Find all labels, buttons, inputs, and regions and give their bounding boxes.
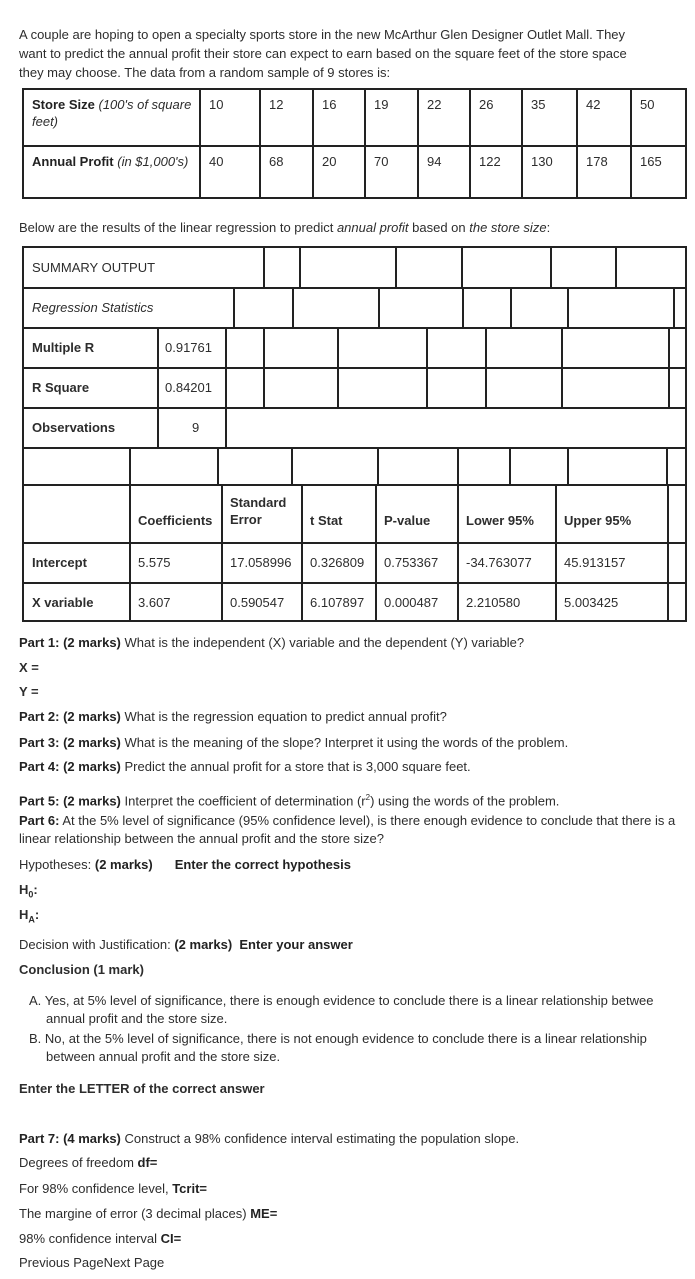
observations-label: Observations bbox=[32, 420, 116, 435]
table-cell: 2.210580 bbox=[466, 595, 521, 610]
multiple-r-value: 0.91761 bbox=[165, 340, 212, 355]
summary-output-title: SUMMARY OUTPUT bbox=[32, 260, 156, 275]
regression-intro: Below are the results of the linear regression to predict annual profit based on the store size: bbox=[19, 220, 551, 235]
part3: Part 3: (2 marks) What is the meaning of the slope? Interpret it using the words of the problem. bbox=[19, 735, 569, 750]
row-label: X variable bbox=[32, 595, 94, 610]
r-square-label: R Square bbox=[32, 380, 90, 395]
data-cell: 35 bbox=[521, 90, 576, 145]
part2: Part 2: (2 marks) What is the regression equation to predict annual profit? bbox=[19, 709, 447, 724]
table-cell: 45.913157 bbox=[564, 555, 626, 570]
ci-label: 98% confidence interval CI= bbox=[19, 1231, 182, 1246]
data-cell: 22 bbox=[417, 90, 469, 145]
enter-letter-label: Enter the LETTER of the correct answer bbox=[19, 1081, 265, 1096]
table-cell: 0.590547 bbox=[230, 595, 285, 610]
df-label: Degrees of freedom df= bbox=[19, 1155, 158, 1170]
part1: Part 1: (2 marks) What is the independent (X) variable and the dependent (Y) variable? bbox=[19, 635, 525, 650]
table-cell: -34.763077 bbox=[466, 555, 532, 570]
column-header: Standard Error bbox=[230, 495, 287, 527]
data-cell: 50 bbox=[630, 90, 687, 145]
row-label: Intercept bbox=[32, 555, 87, 570]
column-header: Lower 95% bbox=[466, 513, 534, 528]
data-cell: 68 bbox=[259, 147, 312, 199]
r-square-value: 0.84201 bbox=[165, 380, 212, 395]
part5: Part 5: (2 marks) Interpret the coefficient of determination $(r^2)$ using the words of the problem. bbox=[19, 793, 560, 809]
next-page-link[interactable]: Next Page bbox=[103, 1255, 165, 1270]
table-cell: 3.607 bbox=[138, 595, 171, 610]
table-cell: 0.753367 bbox=[384, 555, 439, 570]
y-answer-label: Y = bbox=[19, 684, 39, 699]
annual-profit-label: Annual Profit (in $1,000's) bbox=[32, 154, 189, 169]
column-header: t Stat bbox=[310, 513, 343, 528]
page-nav bbox=[19, 1254, 164, 1272]
ha-label: $H_A$: bbox=[19, 907, 40, 925]
h0-label: $H_0$: bbox=[19, 882, 38, 900]
intro-line: A couple are hoping to open a specialty sports store in the new McArthur Glen Designer Outlet Mall. They bbox=[19, 27, 626, 42]
data-cell: 178 bbox=[576, 147, 630, 199]
table-cell: 17.058996 bbox=[230, 555, 292, 570]
data-cell: 26 bbox=[469, 90, 521, 145]
hypotheses-label: Hypotheses: (2 marks) Enter the correct hypothesis bbox=[19, 857, 351, 872]
data-cell: 165 bbox=[630, 147, 687, 199]
intro-line: they may choose. The data from a random sample of 9 stores is: bbox=[19, 65, 391, 80]
data-cell: 130 bbox=[521, 147, 576, 199]
data-cell: 70 bbox=[364, 147, 417, 199]
data-cell: 20 bbox=[312, 147, 364, 199]
data-table bbox=[22, 88, 687, 199]
column-header: P-value bbox=[384, 513, 431, 528]
x-answer-label: X = bbox=[19, 660, 39, 675]
data-cell: 94 bbox=[417, 147, 469, 199]
regression-statistics-label: Regression Statistics bbox=[32, 300, 154, 315]
regression-summary-table bbox=[22, 246, 687, 622]
data-cell: 19 bbox=[364, 90, 417, 145]
me-label: The margine of error (3 decimal places) ME= bbox=[19, 1206, 278, 1221]
column-header: Upper 95% bbox=[564, 513, 632, 528]
store-size-label: Store Size (100's of square feet) bbox=[32, 97, 192, 129]
data-cell: 42 bbox=[576, 90, 630, 145]
observations-value: 9 bbox=[192, 420, 200, 435]
decision-label: Decision with Justification: (2 marks) Enter your answer bbox=[19, 937, 353, 952]
data-cell: 12 bbox=[259, 90, 312, 145]
table-cell: 0.326809 bbox=[310, 555, 365, 570]
data-cell: 40 bbox=[199, 147, 259, 199]
column-header: Coefficients bbox=[138, 513, 213, 528]
conclusion-label: Conclusion (1 mark) bbox=[19, 962, 144, 977]
part7: Part 7: (4 marks) Construct a 98% confidence interval estimating the population slope. bbox=[19, 1131, 520, 1146]
intro-line: want to predict the annual profit their store can expect to earn based on the square feet of the store space bbox=[19, 46, 627, 61]
table-cell: 5.003425 bbox=[564, 595, 619, 610]
multiple-r-label: Multiple R bbox=[32, 340, 95, 355]
table-cell: 0.000487 bbox=[384, 595, 439, 610]
part6: Part 6: At the 5% level of significance (95% confidence level), is there enough evidence to conclude that there is a linear relationship between the annual profit and the store size? bbox=[19, 813, 676, 846]
tcrit-label: For 98% confidence level, Tcrit= bbox=[19, 1181, 208, 1196]
previous-page-link[interactable]: Previous Page bbox=[19, 1255, 104, 1270]
table-cell: 6.107897 bbox=[310, 595, 365, 610]
table-cell: 5.575 bbox=[138, 555, 171, 570]
data-cell: 122 bbox=[469, 147, 521, 199]
part4: Part 4: (2 marks) Predict the annual profit for a store that is 3,000 square feet. bbox=[19, 759, 471, 774]
data-cell: 10 bbox=[199, 90, 259, 145]
data-cell: 16 bbox=[312, 90, 364, 145]
